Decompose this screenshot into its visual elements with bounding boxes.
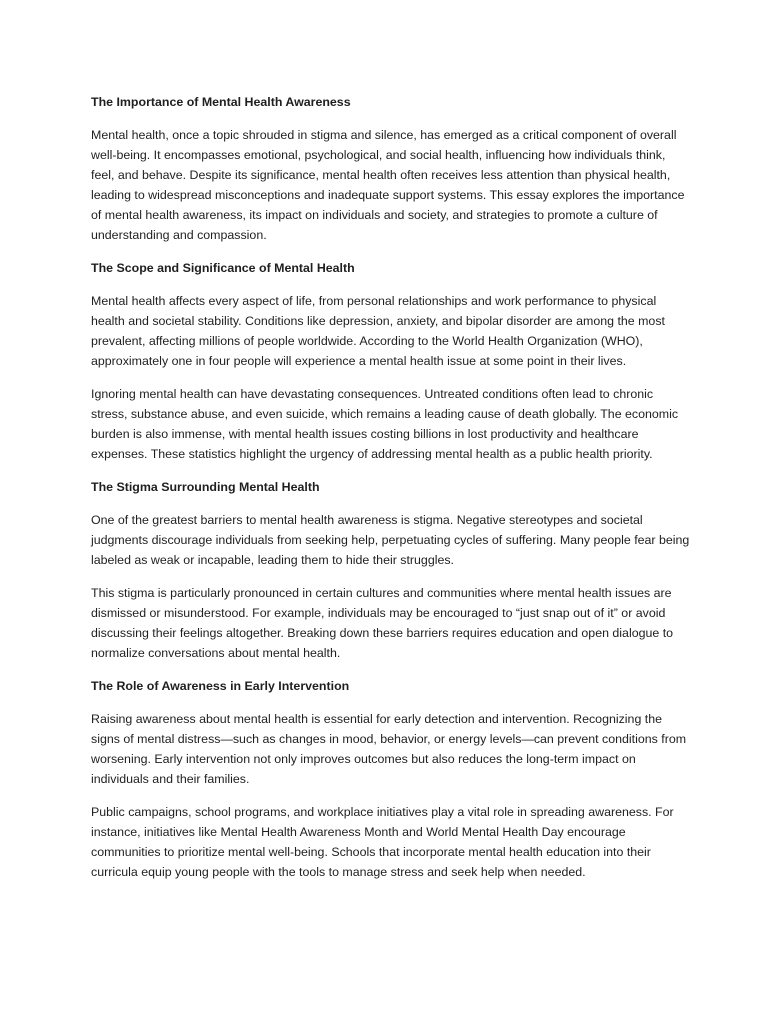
- body-paragraph: Ignoring mental health can have devastating consequences. Untreated conditions often lead to chronic stress, substance abuse, and even suicide, which remains a leading cause of death globally. The economic burden is also immense, with mental health issues costing billions in lost productivity and healthcare expenses. These statistics highlight the urgency of addressing mental health as a public health priority.: [91, 387, 679, 461]
- section-scope: [91, 258, 691, 464]
- section-heading: The Role of Awareness in Early Intervention: [91, 679, 350, 693]
- document-body: [91, 92, 691, 895]
- section-heading: The Stigma Surrounding Mental Health: [91, 480, 320, 494]
- section-importance: [91, 92, 691, 245]
- body-paragraph: This stigma is particularly pronounced in certain cultures and communities where mental health issues are dismissed or misunderstood. For example, individuals may be encouraged to “just snap out of it” or avoid discussing their feelings altogether. Breaking down these barriers requires education and open dialogue to normalize conversations about mental health.: [91, 586, 674, 660]
- body-paragraph: Mental health, once a topic shrouded in stigma and silence, has emerged as a critical component of overall well-being. It encompasses emotional, psychological, and social health, influencing how individuals think, feel, and behave. Despite its significance, mental health often receives less attention than physical health, leading to widespread misconceptions and inadequate support systems. This essay explores the importance of mental health awareness, its impact on individuals and society, and strategies to promote a culture of understanding and compassion.: [91, 128, 685, 242]
- section-heading: The Scope and Significance of Mental Health: [91, 261, 355, 275]
- section-awareness: [91, 676, 691, 882]
- body-paragraph: One of the greatest barriers to mental health awareness is stigma. Negative stereotypes and societal judgments discourage individuals from seeking help, perpetuating cycles of suffering. Many people fear being labeled as weak or incapable, leading them to hide their struggles.: [91, 513, 690, 567]
- section-heading: The Importance of Mental Health Awareness: [91, 95, 351, 109]
- section-stigma: [91, 477, 691, 663]
- body-paragraph: Mental health affects every aspect of life, from personal relationships and work performance to physical health and societal stability. Conditions like depression, anxiety, and bipolar disorder are among the most prevalent, affecting millions of people worldwide. According to the World Health Organization (WHO), approximately one in four people will experience a mental health issue at some point in their lives.: [91, 294, 665, 368]
- body-paragraph: Raising awareness about mental health is essential for early detection and intervention. Recognizing the signs of mental distress—such as changes in mood, behavior, or energy levels—can prevent conditions from worsening. Early intervention not only improves outcomes but also reduces the long-term impact on individuals and their families.: [91, 712, 687, 786]
- body-paragraph: Public campaigns, school programs, and workplace initiatives play a vital role in spreading awareness. For instance, initiatives like Mental Health Awareness Month and World Mental Health Day encourage communities to prioritize mental well-being. Schools that incorporate mental health education into their curricula equip young people with the tools to manage stress and seek help when needed.: [91, 805, 674, 879]
